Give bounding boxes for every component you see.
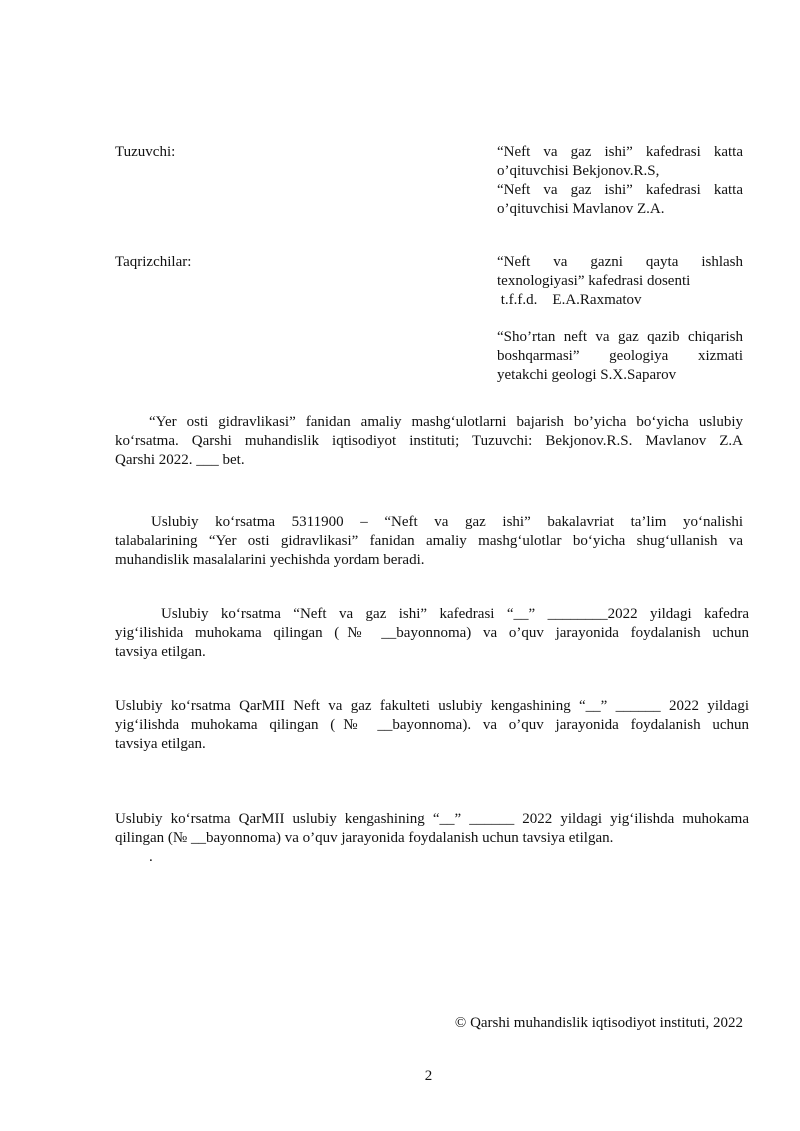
paragraph-line: muhandislik masalalarini yechishda yordam beradi. — [115, 552, 425, 568]
copyright-notice: © Qarshi muhandislik iqtisodiyot instituti, 2022 — [454, 1015, 743, 1031]
reviewer-line: “Neft va gazni qayta ishlash — [497, 254, 743, 270]
author-line: o’qituvchisi Mavlanov Z.A. — [497, 201, 665, 217]
institute-paragraph — [115, 810, 749, 848]
author-line: “Neft va gaz ishi” kafedrasi katta — [497, 144, 743, 160]
citation-paragraph — [115, 413, 743, 470]
author-line: o’qituvchisi Bekjonov.R.S, — [497, 163, 660, 179]
reviewer-1-block — [497, 253, 743, 310]
purpose-paragraph — [115, 513, 743, 570]
paragraph-line: Uslubiy ko‘rsatma QarMII uslubiy kengashining “__” ______ 2022 yildagi yig‘ilishda muhokama — [115, 811, 749, 827]
paragraph-line: Uslubiy ko‘rsatma 5311900 – “Neft va gaz ishi” bakalavriat ta’lim yo‘nalishi — [151, 514, 743, 530]
reviewer-2-block — [497, 328, 743, 385]
reviewer-line: yetakchi geologi S.X.Saparov — [497, 367, 677, 383]
paragraph-line: talabalarining “Yer osti gidravlikasi” fanidan amaliy mashg‘ulotlar bo‘yicha shug‘ullanish va — [115, 533, 743, 549]
paragraph-line: Uslubiy ko‘rsatma QarMII Neft va gaz fakulteti uslubiy kengashining “__” ______ 2022 yildagi — [115, 698, 749, 714]
paragraph-line: tavsiya etilgan. — [115, 736, 206, 752]
authors-label: Tuzuvchi: — [115, 144, 176, 160]
author-line: “Neft va gaz ishi” kafedrasi katta — [497, 182, 743, 198]
paragraph-line: ko‘rsatma. Qarshi muhandislik iqtisodiyot instituti; Tuzuvchi: Bekjonov.R.S. Mavlanov Z.A — [115, 433, 743, 449]
paragraph-line: Qarshi 2022. ___ bet. — [115, 452, 245, 468]
paragraph-line: Uslubiy ko‘rsatma “Neft va gaz ishi” kafedrasi “__” ________2022 yildagi kafedra — [161, 606, 749, 622]
reviewers-label: Taqrizchilar: — [115, 254, 192, 270]
paragraph-line: yig‘ilishida muhokama qilingan (№ __bayonnoma) va o’quv jarayonida foydalanish uchun — [115, 625, 749, 641]
reviewer-line: boshqarmasi” geologiya xizmati — [497, 348, 743, 364]
reviewer-line: texnologiyasi” kafedrasi dosenti — [497, 273, 691, 289]
paragraph-line: yig‘ilishda muhokama qilingan (№ __bayonnoma). va o’quv jarayonida foydalanish uchun — [115, 717, 749, 733]
reviewer-line: t.f.f.d. E.A.Raxmatov — [497, 292, 642, 308]
page-number: 2 — [424, 1068, 433, 1084]
paragraph-line: qilingan (№ __bayonnoma) va o’quv jarayonida foydalanish uchun tavsiya etilgan. — [115, 830, 614, 846]
department-paragraph — [115, 605, 749, 662]
paragraph-line: “Yer osti gidravlikasi” fanidan amaliy mashg‘ulotlarni bajarish bo’yicha bo‘yicha uslubiy — [149, 414, 743, 430]
authors-block — [497, 143, 743, 219]
paragraph-line: tavsiya etilgan. — [115, 644, 206, 660]
faculty-paragraph — [115, 697, 749, 754]
stray-dot: . — [149, 849, 153, 865]
reviewer-line: “Sho’rtan neft va gaz qazib chiqarish — [497, 329, 743, 345]
